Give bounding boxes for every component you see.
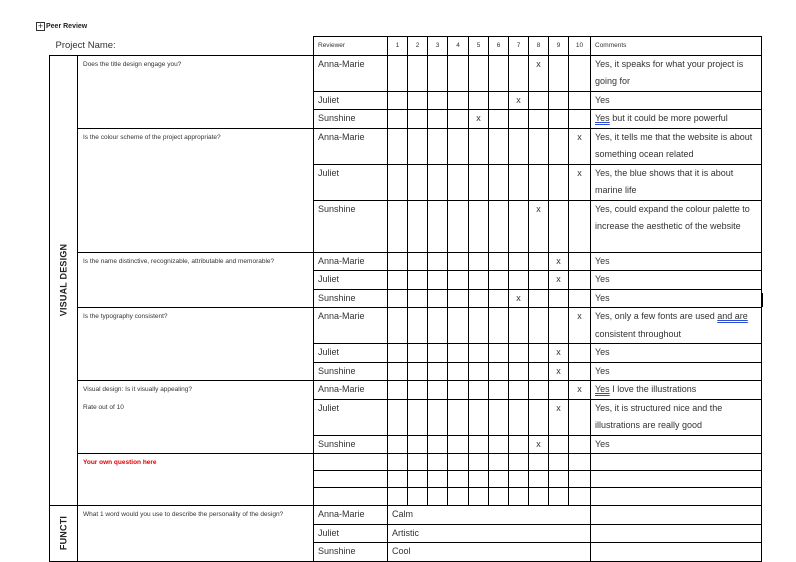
score-cell-9[interactable] — [549, 454, 569, 471]
score-cell-9[interactable] — [549, 289, 569, 308]
reviewer-name[interactable]: Sunshine — [314, 543, 388, 562]
score-cell-3[interactable] — [428, 128, 448, 164]
reviewer-name[interactable]: Anna-Marie — [314, 308, 388, 344]
score-cell-6[interactable] — [489, 55, 509, 91]
score-header-9: 9 — [549, 37, 569, 56]
comment-cell[interactable] — [591, 381, 762, 400]
response-row — [50, 252, 762, 271]
score-cell-6[interactable] — [489, 252, 509, 271]
score-cell-3[interactable] — [428, 252, 448, 271]
score-cell-5[interactable] — [469, 308, 489, 344]
score-cell-2[interactable] — [408, 344, 428, 363]
score-cell-1[interactable] — [388, 399, 408, 435]
score-cell-2[interactable] — [408, 128, 428, 164]
score-cell-5[interactable] — [469, 454, 489, 471]
score-cell-3[interactable] — [428, 271, 448, 290]
score-cell-3[interactable] — [428, 381, 448, 400]
score-cell-9[interactable] — [549, 381, 569, 400]
reviewer-name[interactable] — [314, 488, 388, 506]
score-cell-1[interactable] — [388, 55, 408, 91]
reviewer-name[interactable]: Juliet — [314, 524, 388, 543]
score-cell-2[interactable] — [408, 271, 428, 290]
score-cell-4[interactable] — [448, 344, 469, 363]
grammar-flagged-text[interactable]: and are — [717, 311, 748, 321]
comment-cell[interactable]: Yes — [591, 362, 762, 381]
score-header-6: 6 — [489, 37, 509, 56]
score-cell-7[interactable]: x — [509, 289, 529, 308]
header-row — [50, 37, 762, 56]
score-cell-8[interactable]: x — [529, 200, 549, 252]
score-cell-5[interactable] — [469, 435, 489, 454]
score-cell-8[interactable] — [529, 91, 549, 110]
score-cell-2[interactable] — [408, 55, 428, 91]
score-cell-8[interactable]: x — [529, 55, 549, 91]
question-cell[interactable] — [78, 506, 314, 562]
reviewer-name[interactable]: Juliet — [314, 344, 388, 363]
score-cell-10[interactable] — [569, 344, 591, 363]
move-handle-icon[interactable]: + — [37, 21, 44, 31]
project-name-label: Project Name: — [55, 39, 116, 51]
score-cell-8[interactable] — [529, 308, 549, 344]
score-cell-8[interactable] — [529, 488, 549, 506]
section-label: VISUAL DESIGN — [57, 244, 68, 317]
response-row — [50, 128, 762, 164]
comment-cell[interactable] — [591, 543, 762, 562]
score-header-5: 5 — [469, 37, 489, 56]
score-cell-5[interactable] — [469, 381, 489, 400]
score-cell-10[interactable] — [569, 399, 591, 435]
score-cell-10[interactable] — [569, 252, 591, 271]
score-cell-4[interactable] — [448, 110, 469, 129]
score-cell-4[interactable] — [448, 200, 469, 252]
score-header-3: 3 — [428, 37, 448, 56]
score-cell-4[interactable] — [448, 488, 469, 506]
reviewer-name[interactable]: Juliet — [314, 164, 388, 200]
score-cell-7[interactable] — [509, 55, 529, 91]
score-cell-6[interactable] — [489, 381, 509, 400]
score-cell-9[interactable]: x — [549, 271, 569, 290]
comment-text: Yes, only a few fonts are used — [595, 311, 718, 321]
score-cell-10[interactable] — [569, 91, 591, 110]
score-cell-5[interactable] — [469, 252, 489, 271]
score-cell-3[interactable] — [428, 308, 448, 344]
score-cell-8[interactable] — [529, 399, 549, 435]
score-cell-5[interactable] — [469, 289, 489, 308]
score-cell-8[interactable] — [529, 128, 549, 164]
comment-cell[interactable] — [591, 471, 762, 488]
score-cell-3[interactable] — [428, 289, 448, 308]
score-cell-1[interactable] — [388, 435, 408, 454]
score-cell-6[interactable] — [489, 271, 509, 290]
score-cell-7[interactable] — [509, 471, 529, 488]
score-header-10: 10 — [569, 37, 591, 56]
comment-cell[interactable]: Yes — [591, 435, 762, 454]
reviewer-name[interactable]: Anna-Marie — [314, 128, 388, 164]
score-cell-9[interactable] — [549, 488, 569, 506]
score-cell-5[interactable] — [469, 471, 489, 488]
question-text: Is the typography consistent? — [83, 313, 168, 320]
comment-text: I love the illustrations — [609, 384, 697, 394]
score-cell-2[interactable] — [408, 289, 428, 308]
score-cell-4[interactable] — [448, 164, 469, 200]
score-cell-8[interactable] — [529, 362, 549, 381]
reviewer-name[interactable]: Sunshine — [314, 110, 388, 129]
score-cell-1[interactable] — [388, 308, 408, 344]
question-text: Does the title design engage you? — [83, 60, 182, 68]
score-cell-7[interactable] — [509, 200, 529, 252]
score-cell-3[interactable] — [428, 91, 448, 110]
score-cell-9[interactable]: x — [549, 344, 569, 363]
reviewer-name[interactable]: Anna-Marie — [314, 506, 388, 525]
score-cell-7[interactable] — [509, 381, 529, 400]
score-cell-9[interactable] — [549, 128, 569, 164]
comment-cell[interactable] — [591, 506, 762, 525]
score-cell-6[interactable] — [489, 488, 509, 506]
score-cell-6[interactable] — [489, 471, 509, 488]
question-cell[interactable] — [78, 128, 314, 252]
reviewer-name[interactable]: Sunshine — [314, 435, 388, 454]
grammar-flagged-text[interactable]: Yes — [595, 384, 610, 394]
question-cell[interactable] — [78, 252, 314, 308]
question-cell[interactable] — [78, 55, 314, 128]
score-cell-10[interactable] — [569, 271, 591, 290]
reviewer-name[interactable]: Sunshine — [314, 200, 388, 252]
score-cell-5[interactable]: x — [469, 110, 489, 129]
comment-cell[interactable]: Yes — [591, 271, 762, 290]
score-cell-5[interactable] — [469, 55, 489, 91]
score-cell-7[interactable] — [509, 435, 529, 454]
score-cell-1[interactable] — [388, 488, 408, 506]
reviewer-name[interactable]: Sunshine — [314, 362, 388, 381]
score-cell-4[interactable] — [448, 91, 469, 110]
score-cell-7[interactable]: x — [509, 91, 529, 110]
section-cell — [50, 55, 78, 506]
score-cell-4[interactable] — [448, 289, 469, 308]
score-cell-1[interactable] — [388, 110, 408, 129]
score-cell-4[interactable] — [448, 435, 469, 454]
score-cell-6[interactable] — [489, 308, 509, 344]
score-cell-7[interactable] — [509, 344, 529, 363]
response-row — [50, 381, 762, 400]
score-cell-10[interactable]: x — [569, 164, 591, 200]
reviewer-header: Reviewer — [314, 37, 388, 56]
reviewer-name[interactable]: Juliet — [314, 271, 388, 290]
score-cell-4[interactable] — [448, 271, 469, 290]
reviewer-name[interactable]: Juliet — [314, 399, 388, 435]
score-cell-10[interactable] — [569, 362, 591, 381]
question-text: Your own question here — [83, 459, 157, 466]
comment-cell[interactable]: Yes — [591, 91, 762, 110]
score-cell-5[interactable] — [469, 271, 489, 290]
score-cell-6[interactable] — [489, 435, 509, 454]
comment-text: consistent throughout — [595, 328, 682, 339]
score-cell-7[interactable] — [509, 362, 529, 381]
score-cell-5[interactable] — [469, 488, 489, 506]
score-cell-8[interactable] — [529, 271, 549, 290]
score-cell-4[interactable] — [448, 399, 469, 435]
question-text: Is the colour scheme of the project appropriate? — [83, 133, 221, 141]
question-cell[interactable] — [78, 308, 314, 381]
score-cell-8[interactable] — [529, 110, 549, 129]
text-cursor — [762, 293, 763, 307]
reviewer-name[interactable]: Juliet — [314, 91, 388, 110]
score-cell-3[interactable] — [428, 362, 448, 381]
score-cell-2[interactable] — [408, 308, 428, 344]
score-cell-9[interactable]: x — [549, 362, 569, 381]
score-cell-4[interactable] — [448, 252, 469, 271]
score-cell-5[interactable] — [469, 362, 489, 381]
score-cell-2[interactable] — [408, 110, 428, 129]
score-cell-7[interactable] — [509, 454, 529, 471]
score-cell-7[interactable] — [509, 128, 529, 164]
score-cell-1[interactable] — [388, 471, 408, 488]
score-cell-6[interactable] — [489, 454, 509, 471]
comment-cell[interactable] — [591, 110, 762, 129]
comments-header: Comments — [591, 37, 762, 56]
score-cell-6[interactable] — [489, 91, 509, 110]
score-cell-1[interactable] — [388, 200, 408, 252]
score-cell-7[interactable] — [509, 308, 529, 344]
comment-cell[interactable]: Yes — [591, 252, 762, 271]
score-cell-7[interactable] — [509, 271, 529, 290]
score-cell-3[interactable] — [428, 110, 448, 129]
peer-review-table — [49, 36, 762, 562]
reviewer-name[interactable]: Anna-Marie — [314, 55, 388, 91]
score-cell-8[interactable] — [529, 344, 549, 363]
score-cell-2[interactable] — [408, 399, 428, 435]
score-cell-9[interactable] — [549, 435, 569, 454]
score-cell-5[interactable] — [469, 91, 489, 110]
score-cell-7[interactable] — [509, 110, 529, 129]
score-cell-1[interactable] — [388, 381, 408, 400]
score-cell-1[interactable] — [388, 252, 408, 271]
question-text: Is the name distinctive, recognizable, attributable and memorable? — [83, 257, 275, 265]
score-cell-1[interactable] — [388, 164, 408, 200]
score-cell-2[interactable] — [408, 471, 428, 488]
score-cell-2[interactable] — [408, 362, 428, 381]
response-row — [50, 506, 762, 525]
document-title — [36, 22, 87, 31]
score-cell-3[interactable] — [428, 435, 448, 454]
score-cell-2[interactable] — [408, 91, 428, 110]
score-cell-5[interactable] — [469, 164, 489, 200]
score-cell-8[interactable] — [529, 471, 549, 488]
score-cell-4[interactable] — [448, 381, 469, 400]
score-cell-10[interactable]: x — [569, 308, 591, 344]
score-cell-2[interactable] — [408, 164, 428, 200]
comment-cell[interactable] — [591, 308, 762, 344]
score-cell-6[interactable] — [489, 344, 509, 363]
score-cell-9[interactable] — [549, 91, 569, 110]
comment-cell[interactable]: Yes, could expand the colour palette to increase the aesthetic of the website — [591, 200, 762, 252]
score-cell-9[interactable] — [549, 55, 569, 91]
response-row — [50, 454, 762, 471]
score-cell-6[interactable] — [489, 399, 509, 435]
score-cell-4[interactable] — [448, 454, 469, 471]
score-cell-10[interactable] — [569, 454, 591, 471]
score-cell-10[interactable] — [569, 435, 591, 454]
section-cell — [50, 506, 78, 562]
grammar-flagged-text[interactable]: Yes — [595, 113, 610, 123]
score-cell-9[interactable] — [549, 200, 569, 252]
score-cell-2[interactable] — [408, 488, 428, 506]
score-cell-6[interactable] — [489, 164, 509, 200]
score-cell-8[interactable] — [529, 164, 549, 200]
score-cell-6[interactable] — [489, 128, 509, 164]
comment-cell[interactable]: Yes — [591, 344, 762, 363]
question-text: Visual design: Is it visually appealing? — [83, 386, 193, 393]
reviewer-name[interactable]: Anna-Marie — [314, 381, 388, 400]
comment-cell[interactable] — [591, 488, 762, 506]
reviewer-name[interactable] — [314, 454, 388, 471]
score-cell-5[interactable] — [469, 128, 489, 164]
score-cell-8[interactable] — [529, 454, 549, 471]
score-cell-6[interactable] — [489, 289, 509, 308]
score-cell-2[interactable] — [408, 454, 428, 471]
score-cell-3[interactable] — [428, 471, 448, 488]
score-cell-9[interactable]: x — [549, 399, 569, 435]
score-cell-4[interactable] — [448, 55, 469, 91]
comment-text: but it could be more powerful — [609, 113, 728, 123]
comment-cell[interactable] — [591, 454, 762, 471]
score-cell-1[interactable] — [388, 344, 408, 363]
score-cell-6[interactable] — [489, 362, 509, 381]
score-cell-10[interactable]: x — [569, 128, 591, 164]
score-cell-7[interactable] — [509, 488, 529, 506]
score-cell-3[interactable] — [428, 55, 448, 91]
question-text: What 1 word would you use to describe the personality of the design? — [83, 511, 284, 518]
reviewer-name[interactable]: Anna-Marie — [314, 252, 388, 271]
score-cell-9[interactable] — [549, 164, 569, 200]
score-cell-10[interactable] — [569, 289, 591, 308]
score-cell-2[interactable] — [408, 252, 428, 271]
score-cell-8[interactable]: x — [529, 435, 549, 454]
document-title-text: Peer Review — [46, 23, 88, 30]
score-cell-5[interactable] — [469, 200, 489, 252]
score-cell-8[interactable] — [529, 289, 549, 308]
score-cell-3[interactable] — [428, 200, 448, 252]
section-label: FUNCTI — [57, 516, 68, 551]
score-header-7: 7 — [509, 37, 529, 56]
score-cell-3[interactable] — [428, 488, 448, 506]
score-cell-7[interactable] — [509, 164, 529, 200]
comment-cell[interactable] — [591, 524, 762, 543]
question-cell[interactable] — [78, 381, 314, 454]
response-row — [50, 55, 762, 91]
score-cell-5[interactable] — [469, 344, 489, 363]
score-cell-10[interactable] — [569, 488, 591, 506]
score-cell-1[interactable] — [388, 454, 408, 471]
score-cell-8[interactable] — [529, 252, 549, 271]
score-cell-9[interactable] — [549, 308, 569, 344]
score-cell-1[interactable] — [388, 289, 408, 308]
score-cell-2[interactable] — [408, 435, 428, 454]
score-cell-3[interactable] — [428, 164, 448, 200]
score-header-1: 1 — [388, 37, 408, 56]
response-row — [50, 308, 762, 344]
score-cell-6[interactable] — [489, 110, 509, 129]
score-cell-10[interactable] — [569, 55, 591, 91]
reviewer-name[interactable] — [314, 471, 388, 488]
score-cell-4[interactable] — [448, 128, 469, 164]
score-cell-10[interactable] — [569, 110, 591, 129]
reviewer-name[interactable]: Sunshine — [314, 289, 388, 308]
score-cell-4[interactable] — [448, 362, 469, 381]
score-cell-3[interactable] — [428, 399, 448, 435]
score-cell-8[interactable] — [529, 381, 549, 400]
score-header-4: 4 — [448, 37, 469, 56]
comment-cell[interactable]: Yes, it speaks for what your project is going for — [591, 55, 762, 91]
comment-cell[interactable]: Yes — [591, 289, 762, 308]
question-subtext: Rate out of 10 — [83, 404, 124, 411]
score-cell-1[interactable] — [388, 271, 408, 290]
score-cell-10[interactable]: x — [569, 381, 591, 400]
score-cell-2[interactable] — [408, 381, 428, 400]
question-cell[interactable] — [78, 454, 314, 506]
score-cell-6[interactable] — [489, 200, 509, 252]
comment-cell[interactable]: Yes, it tells me that the website is about something ocean related — [591, 128, 762, 164]
score-cell-7[interactable] — [509, 399, 529, 435]
score-cell-9[interactable] — [549, 110, 569, 129]
score-cell-9[interactable] — [549, 471, 569, 488]
score-cell-7[interactable] — [509, 252, 529, 271]
answer-cell[interactable]: Cool — [388, 543, 591, 562]
score-cell-3[interactable] — [428, 454, 448, 471]
score-cell-10[interactable] — [569, 200, 591, 252]
answer-cell[interactable]: Calm — [388, 506, 591, 525]
score-cell-3[interactable] — [428, 344, 448, 363]
score-cell-10[interactable] — [569, 471, 591, 488]
score-cell-9[interactable]: x — [549, 252, 569, 271]
score-cell-1[interactable] — [388, 91, 408, 110]
score-header-2: 2 — [408, 37, 428, 56]
score-cell-1[interactable] — [388, 128, 408, 164]
score-cell-1[interactable] — [388, 362, 408, 381]
score-cell-2[interactable] — [408, 200, 428, 252]
comment-cell[interactable]: Yes, the blue shows that it is about marine life — [591, 164, 762, 200]
score-cell-5[interactable] — [469, 399, 489, 435]
answer-cell[interactable]: Artistic — [388, 524, 591, 543]
score-cell-4[interactable] — [448, 308, 469, 344]
comment-cell[interactable]: Yes, it is structured nice and the illustrations are really good — [591, 399, 762, 435]
score-cell-4[interactable] — [448, 471, 469, 488]
score-header-8: 8 — [529, 37, 549, 56]
